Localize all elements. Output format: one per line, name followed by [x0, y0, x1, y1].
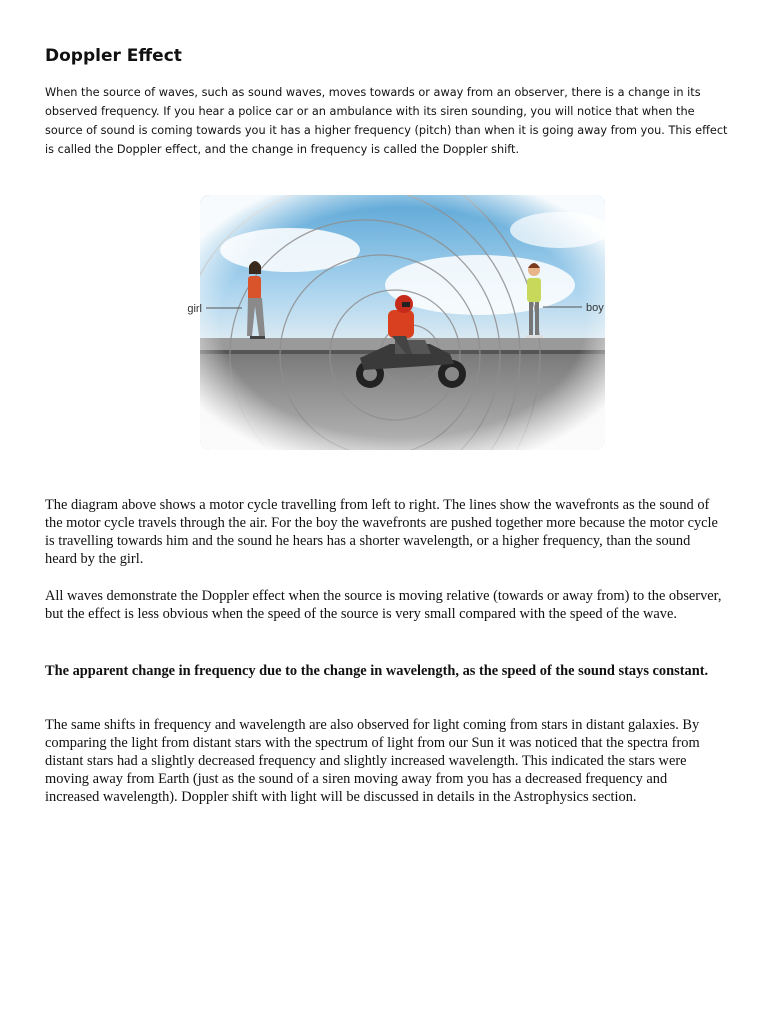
- page-title: Doppler Effect: [45, 46, 182, 66]
- intro-paragraph: When the source of waves, such as sound waves, moves towards or away from an observer, there is a change in its observed frequency. If you hear a police car or an ambulance with its siren sounding, you will notice that when the source of sound is coming towards you it has a higher frequency (pitch) than when it is going away from you. This effect is called the Doppler effect, and the change in frequency is called the Doppler shift.: [45, 86, 728, 156]
- doppler-scene: [180, 190, 620, 455]
- paragraph-key-statement: The apparent change in frequency due to the change in wavelength, as the speed of the sound stays constant.: [45, 663, 709, 679]
- paragraph-all-waves: All waves demonstrate the Doppler effect when the source is moving relative (towards or away from) to the observer, but the effect is less obvious when the speed of the source is very small compared with the speed of the wave.: [45, 588, 722, 622]
- doppler-illustration: [180, 190, 620, 455]
- rider: [388, 310, 414, 338]
- paragraph-light-shift: The same shifts in frequency and wavelength are also observed for light coming from stars in distant galaxies. By comparing the light from distant stars with the spectrum of light from our Sun it was noticed that the spectra from distant stars had a slightly decreased frequency and slightly increased wavelength. This indicated the stars were moving away from Earth (just as the sound of a siren moving away from you has a decreased frequency and increased wavelength). Doppler shift with light will be discussed in details in the Astrophysics section.: [45, 717, 700, 805]
- label-girl: girl: [187, 303, 202, 315]
- paragraph-diagram-explanation: The diagram above shows a motor cycle travelling from left to right. The lines show the wavefronts as the sound of the motor cycle travels through the air. For the boy the wavefronts are pushed together more because the motor cycle is travelling towards him and the sound he hears has a shorter wavelength, or a higher frequency, than the sound heard by the girl.: [45, 497, 718, 567]
- label-boy: boy: [586, 302, 604, 314]
